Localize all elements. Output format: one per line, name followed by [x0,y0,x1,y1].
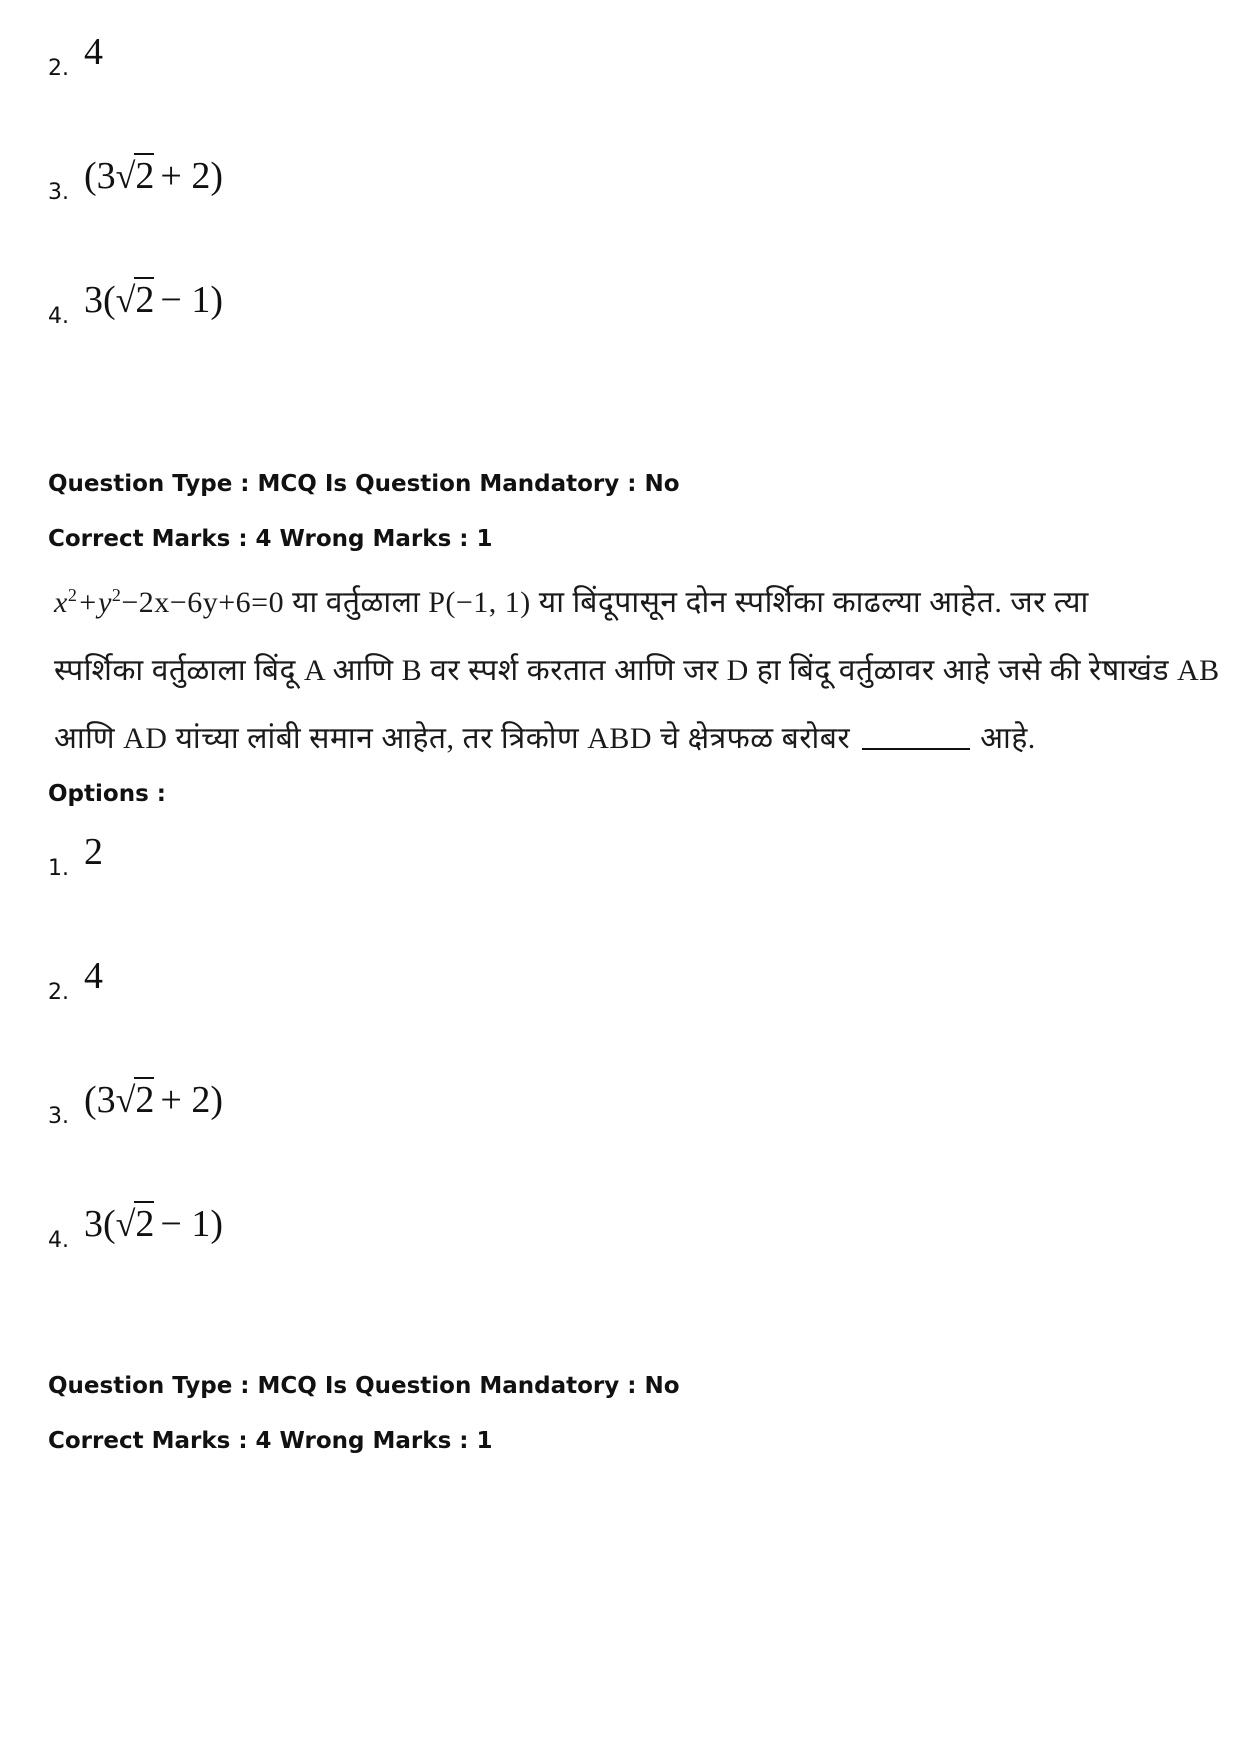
answer-blank [862,748,970,750]
option-value: (3√2 + 2) [84,155,224,197]
question-text-line-3: आणि AD यांच्या लांबी समान आहेत, तर त्रिकोण ABD चे क्षेत्रफळ बरोबर आहे. [54,722,1036,755]
option-item[interactable] [48,820,448,880]
next-question-type-line: Question Type : MCQ Is Question Mandatory : No [48,1373,680,1399]
option-value: 3(√2 − 1) [84,1203,224,1245]
question-text-line-2: स्पर्शिका वर्तुळाला बिंदू A आणि B वर स्पर्श करतात आणि जर D हा बिंदू वर्तुळावर आहे जसे की रेषाखंड AB [54,654,1220,687]
option-number: 1. [48,856,69,881]
option-value: 2 [84,831,103,873]
option-value: (3√2 + 2) [84,1079,224,1121]
question-text-line-1: $x^2+y^2-2x-6y+6=0$ या वर्तुळाला P(−1, 1) या बिंदूपासून दोन स्पर्शिका काढल्या आहेत. जर त्या [54,585,1089,619]
option-item[interactable] [48,1192,448,1252]
option-item[interactable] [48,144,448,204]
option-number: 3. [48,1104,69,1129]
option-number: 2. [48,980,69,1005]
option-number: 4. [48,304,69,329]
marks-line: Correct Marks : 4 Wrong Marks : 1 [48,526,493,552]
option-value: 4 [84,955,103,997]
option-number: 4. [48,1228,69,1253]
option-value: 3(√2 − 1) [84,279,224,321]
option-number: 2. [48,56,69,81]
option-item[interactable] [48,944,448,1004]
option-number: 3. [48,180,69,205]
next-marks-line: Correct Marks : 4 Wrong Marks : 1 [48,1428,493,1454]
option-item[interactable] [48,268,448,328]
options-label: Options : [48,781,166,807]
option-item[interactable] [48,1068,448,1128]
circle-equation: $x^2+y^2-2x-6y+6=0$ [54,585,285,619]
question-type-line: Question Type : MCQ Is Question Mandatory : No [48,471,680,497]
option-value: 4 [84,31,103,73]
option-item[interactable] [48,20,448,80]
